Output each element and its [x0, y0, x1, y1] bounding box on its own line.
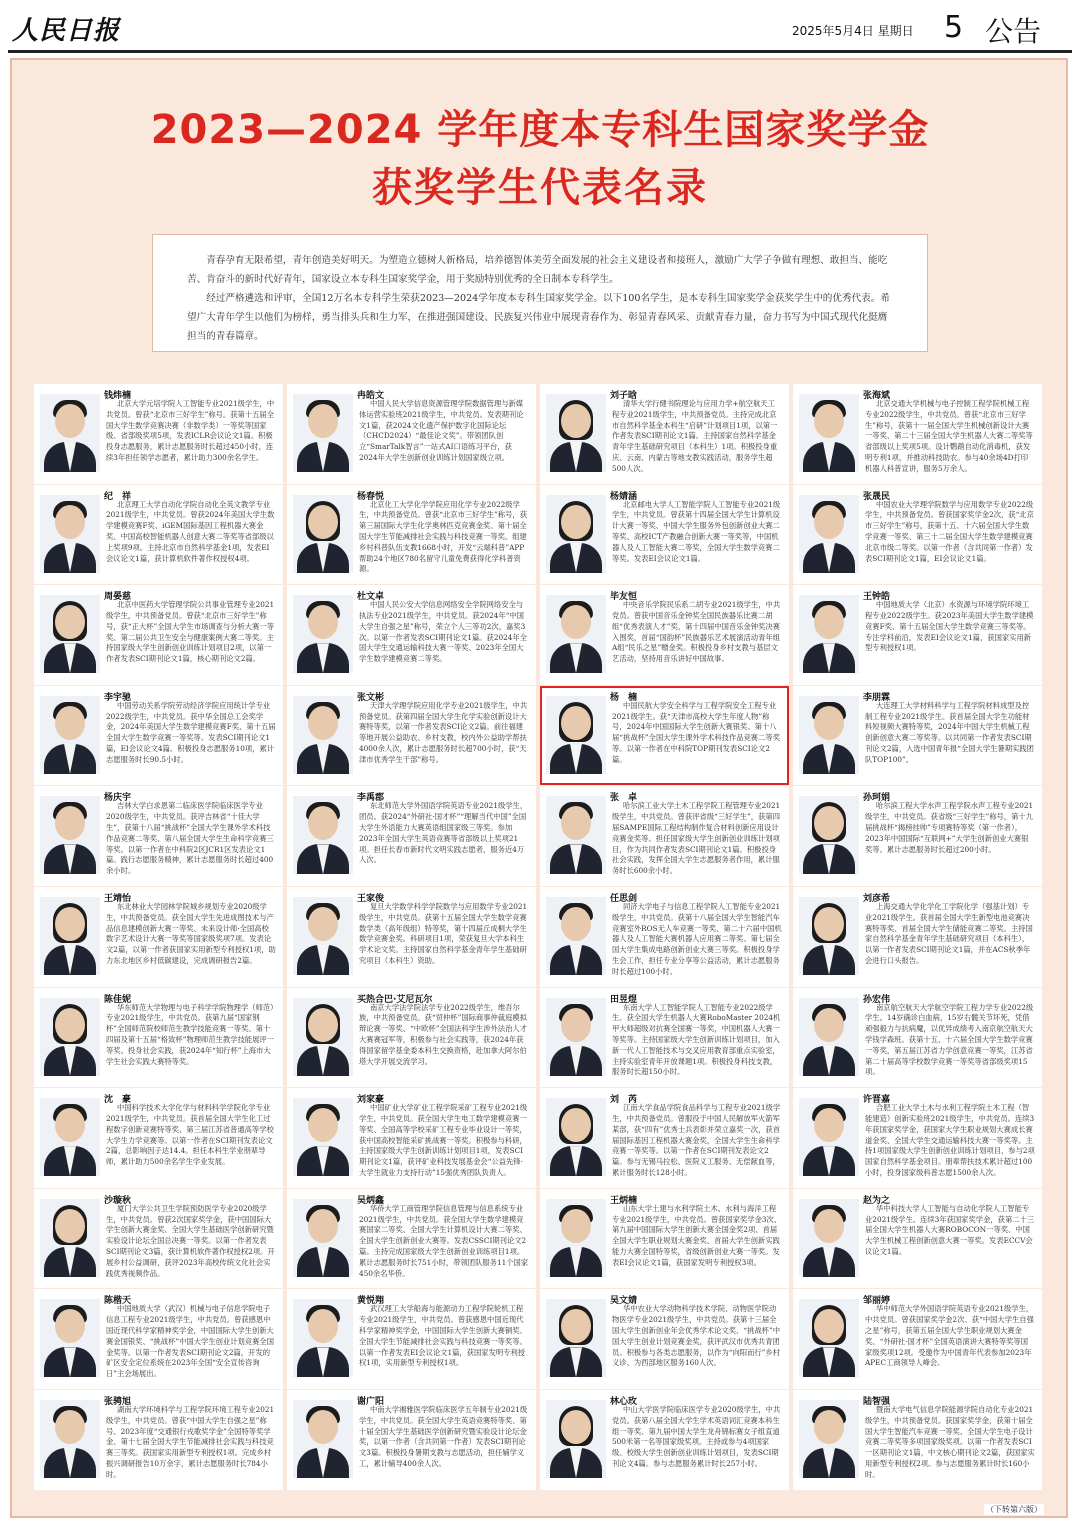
student-card [287, 887, 536, 987]
student-bio: 天津大学理学院应用化学专业2021级学生，中共预备党员。获第四届全国大学生化学实验创新设计大赛特等奖，以第一作者发表SCI论文2篇。前往福建等地开展公益助农、乡村支教，校内外公益助学帮扶4000余人次，累计志愿服务时长超700小时，获“天津市优秀学生干部”称号。 [359, 700, 528, 764]
continued-note: （下转第六版） [986, 1505, 1042, 1514]
student-name: 王炳楠 [610, 1195, 638, 1206]
student-card [793, 384, 1042, 484]
student-name: 许晋嘉 [863, 1095, 891, 1106]
student-card [34, 585, 283, 685]
student-card [793, 1289, 1042, 1389]
student-name: 张 卓 [610, 793, 638, 804]
student-name: 谢广阳 [357, 1396, 385, 1407]
student-card [287, 1289, 536, 1389]
student-card [540, 1189, 789, 1289]
student-name: 孙珂娟 [863, 793, 891, 804]
student-card [793, 988, 1042, 1088]
student-bio: 华中科技大学人工智能与自动化学院人工智能专业2021级学生。连续3年获国家奖学金，获第二十三届全国大学生机器人大赛ROBOCON一等奖、中国大学生机械工程创新创意大赛一等奖。发表ECCV会议论文1篇。 [865, 1203, 1035, 1256]
student-photo [799, 1098, 859, 1176]
student-bio: 华中师范大学外国语学院英语专业2021级学生，中共党员。曾获国家奖学金2次、获“中国大学生自强之星”称号，获第五届全国大学生职业规划大赛金奖、“外研社·国才杯”全国英语演讲大赛特等奖等国家级奖项12项。受邀作为中国青年代表参加2023年APEC工商领导人峰会。 [865, 1304, 1034, 1368]
student-bio: 中山大学医学院临床医学专业2020级学生，中共党员。获第八届全国大学生学术英语词汇竞赛本科生组一等奖、第九届中国大学生龙舟锦标赛女子组直道500米第一名等国家级奖项。主持或参与4项国家级、校级大学生创新创业训练计划项目，发表SCI期刊论文4篇。参与志愿服务累计时长257小时。 [612, 1404, 781, 1468]
student-name: 张海斌 [863, 391, 891, 401]
student-name: 刘 芮 [610, 1095, 638, 1106]
student-photo [293, 1299, 353, 1377]
student-name: 陈佳妮 [104, 994, 132, 1005]
student-bio: 中国地质大学（武汉）机械与电子信息学院电子信息工程专业2021级学生，中共党员。曾获感恩中国近现代科学家精神奖学金，中国国际大学生创新大赛金国银奖、“挑战杯”中国大学生创业计划竞赛全国金奖等。以第一作者发表SCI期刊论文2篇，开发的矿区安全定位系统在2023年全国“安全宣传咨询日”主会场展出。 [106, 1304, 274, 1379]
student-photo [799, 998, 859, 1076]
student-photo [546, 1400, 606, 1478]
student-name: 纪 祥 [104, 491, 132, 502]
student-bio: 华侨大学工商管理学院信息管理与信息系统专业2021级学生，中共党员。获全国大学生数学建模竞赛国家二等奖、全国大学生计算机设计大赛二等奖、全国大学生创新创业大赛等。发表CSSCI期刊论文2篇。主持完成国家级大学生创新创业训练项目1项。累计志愿服务时长751小时，带领团队服务11个国家450余名华侨。 [359, 1203, 529, 1278]
student-bio: 复旦大学数学科学学院数学与应用数学专业2021级学生，中共党员。获第十五届全国大学生数学竞赛数学类（高年级组）特等奖，第十四届丘成桐大学生数学竞赛金奖。科研项目1项，荣获复旦大学本科生学术论文奖。主持国家自然科学基金青年学生基础研究项目（本科生）资助。 [359, 901, 528, 965]
student-photo [799, 495, 859, 573]
student-photo [40, 998, 100, 1076]
student-photo [40, 495, 100, 573]
student-photo [40, 595, 100, 673]
student-name: 沙璇秋 [104, 1195, 132, 1206]
student-photo [293, 796, 353, 874]
student-name: 邹丽婷 [863, 1296, 891, 1307]
student-photo [40, 696, 100, 774]
student-name: 李朋霖 [863, 692, 891, 703]
student-bio: 南京航空航天大学航空学院工程力学专业2022级学生。14岁确诊白血病，15岁右髋关节坏死，凭借顽强毅力与抗病魔，以优异成绩考入南京航空航天大学钱学森班。获第十五、十六届全国大学生数学竞赛一等奖，第五届江苏省力学创意竞赛一等奖，江苏省第二十届高等学校数学竞赛一等奖等省部级奖项15项。 [865, 1002, 1034, 1077]
student-name: 张晟民 [863, 491, 891, 502]
student-bio: 中国科学技术大学化学与材料科学学院化学专业2021级学生，中共党员。获首届全国大学生化工过程数字创新竞赛特等奖、第三届江苏省普通高等学校大学生力学竞赛等。以第一作者在SCI期刊发表论文2篇，总影响因子达14.4。担任本科生学业朋辈导师，累计助力500余名学生学业发展。 [106, 1103, 274, 1167]
student-card [540, 988, 789, 1088]
student-photo [799, 394, 859, 472]
student-photo [546, 1199, 606, 1277]
student-card [34, 485, 283, 585]
student-bio: 北京交通大学机械与电子控制工程学院机械工程专业2022级学生，中共党员。曾获“北京市三好学生”称号，获第十一届全国大学生机械创新设计大赛一等奖、第二十三届全国大学生机器人大赛二等奖等省部级以上奖项5项。设计鹦鹉自动化消毒机，获发明专利1项，并推动科技助农。参与40余场4D打印机器人科普宣讲，服务5万余人。 [865, 399, 1033, 473]
student-photo [799, 595, 859, 673]
student-name: 陆智强 [863, 1396, 891, 1407]
student-card [287, 384, 536, 484]
student-photo [40, 394, 100, 472]
student-card [287, 1189, 536, 1289]
page-number: 5 [944, 10, 964, 45]
student-photo [799, 796, 859, 874]
student-card [287, 786, 536, 886]
student-bio: 中国矿业大学矿业工程学院采矿工程专业2021级学生，中共党员。获全国大学生电工数学建模竞赛一等奖、全国高等学校采矿工程专业毕业设计一等奖，获中国高校智能采矿挑战赛一等奖。积极参与科研，主持国家级大学生创新训练计划项目1项，发表SCI期刊论文1篇，获评矿业科技发展基金会“公益先锋·大学生就业力支持行动”15强优秀团队负责人。 [359, 1103, 528, 1177]
student-photo [799, 1199, 859, 1277]
student-photo [293, 1098, 353, 1176]
student-name: 任思剑 [610, 893, 638, 904]
student-bio: 中央音乐学院民乐系二胡专业2021级学生，中共党员。曾获中国音乐金钟奖全国民族器乐比赛二胡组“优秀表演人才”奖，第十四届中国音乐金钟奖决赛入围奖，首届“国韵杯”民族器乐艺术展演活动青年组A组“民乐之星”赠金奖。积极投身乡村支教与基层文艺活动，坚持用音乐讲好中国故事。 [612, 600, 781, 664]
student-card [793, 485, 1042, 585]
student-name: 王靖怡 [104, 893, 132, 904]
student-card [793, 1390, 1042, 1490]
intro-box [152, 234, 928, 352]
student-name: 王钟皓 [863, 592, 891, 603]
student-name: 杨 楠 [610, 692, 638, 703]
student-photo [40, 1299, 100, 1377]
student-bio: 清华大学行健书院理论与应用力学+航空航天工程专业2021级学生，中共预备党员。主持完成北京市自然科学基金本科生“启研”计划项目1项，以第一作者发表SCI期刊论文1篇。主持国家自然科学基金青年学生基础研究项目（本科生）1项。积极投身重庆、云南、内蒙古等地支教实践活动，服务学生超500人次。 [612, 399, 778, 473]
student-card [540, 485, 789, 585]
student-card [287, 1390, 536, 1490]
student-name: 杨庆宇 [104, 793, 132, 804]
student-photo [40, 796, 100, 874]
student-card [34, 1289, 283, 1389]
student-card [540, 1289, 789, 1389]
student-name: 吴炳鑫 [357, 1195, 385, 1206]
student-photo [546, 696, 606, 774]
student-bio: 大连理工大学材料科学与工程学院材料成型及控制工程专业2021级学生。获首届全国大学生功能材料短视频大赛特等奖，2024年中国大学生机械工程创新创意大赛二等奖等。以共同第一作者发表SCI期刊论文2篇，入选中国青年报“全国大学生暑期实践团队TOP100”。 [865, 700, 1034, 764]
student-name: 张文彬 [357, 692, 385, 703]
student-name: 刘彦希 [863, 893, 891, 904]
student-photo [40, 1199, 100, 1277]
student-photo [546, 394, 606, 472]
student-grid [32, 384, 1044, 1491]
student-photo [293, 998, 353, 1076]
student-bio: 东南大学人工智能学院人工智能专业2022级学生。获全国大学生机器人大赛RoboMaster 2024机甲大师超级对抗赛全国赛一等奖，中国机器人大赛一等奖等。主持国家级大学生创新训练计划项目，加入新一代人工智能技术与交叉应用教育部重点实验室，主持实验室青年开放课题1项。积极投身科技支教，服务时长超150小时。 [612, 1002, 781, 1077]
student-bio: 北京理工大学自动化学院自动化全英文教学专业2021级学生，中共党员。曾获2024年美国大学生数学建模竞赛F奖、iGEM国际基因工程机器大赛金奖、中国高校智能机器人创意大赛二等奖等省部级以上奖项9项。主持北京市自然科学基金1项，发表EI会议论文1篇，获计算机软件著作权授权4项。 [106, 499, 275, 563]
student-name: 刘子晗 [610, 391, 638, 401]
student-card [540, 1390, 789, 1490]
student-card [34, 887, 283, 987]
student-card [287, 686, 536, 786]
student-name: 冉皓文 [357, 391, 385, 401]
student-photo [293, 897, 353, 975]
student-name: 刘家豪 [357, 1095, 385, 1106]
student-photo [546, 495, 606, 573]
student-photo [799, 897, 859, 975]
student-card [540, 585, 789, 685]
student-bio: 合肥工业大学土木与水利工程学院土木工程（智能建造）创新实验班2021级学生，中共党员。连续3年获国家奖学金，获国家大学生职业规划大赛成长赛道金奖、全国大学生交通运输科技大赛一等奖等。主持1项国家级大学生创新创业训练计划项目，参与2项国家自然科学基金项目。朋辈帮扶技术累计超过100小时，投身国家级科普志愿1500余人次。 [865, 1103, 1035, 1177]
student-bio: 哈尔滨工程大学水声工程学院水声工程专业2021级学生，中共党员。获省级“三好学生”称号，第十九届挑战杯“揭榜挂帅”专项赛特等奖（第一作者），2023年中国国际“互联网+”大学生创新创业大赛银奖等。累计志愿服务时长超过200小时。 [865, 801, 1034, 854]
student-photo [546, 1098, 606, 1176]
newspaper-logo: 人民日报 [12, 16, 121, 46]
page-title-line1: 2023—2024 学年度本专科生国家奖学金 [150, 107, 930, 153]
student-card [287, 988, 536, 1088]
student-photo [799, 1400, 859, 1478]
student-bio: 厦门大学公共卫生学院预防医学专业2020级学生，中共党员。曾获2次国家奖学金，获中国国际大学生创新大赛金奖、全国大学生基础医学创新研究暨实验设计论坛全国总决赛一等奖。以第一作者发表SCI期刊论文3篇，获计算机软件著作权授权2项。开展乡村公益调研，获评2023年高校传统文化社会实践优秀视频作品。 [106, 1203, 275, 1278]
student-card [793, 786, 1042, 886]
student-name: 沈 豪 [104, 1095, 132, 1106]
page-title-line2: 获奖学生代表名录 [372, 165, 708, 211]
student-bio: 南京大学法学院法学专业2022级学生，维吾尔族，中共预备党员。获“贸仲杯”国际商事仲裁庭模拟辩论赛一等奖、“中欧杯”全国法科学生涉外法治人才大赛赛冠军等，积极参与社会实践等，获2024年获得国家留学基金委本科生交换资格，赴加拿大阿尔伯塔大学开展交流学习。 [359, 1002, 527, 1066]
student-card [793, 585, 1042, 685]
masthead-divider [8, 50, 1072, 53]
student-name: 杨春悦 [357, 491, 385, 502]
student-card [287, 1088, 536, 1188]
student-card [540, 786, 789, 886]
student-name: 买热合巴·艾尼瓦尔 [357, 994, 433, 1005]
student-card [287, 485, 536, 585]
student-card [34, 988, 283, 1088]
student-card [793, 686, 1042, 786]
student-card [34, 1390, 283, 1490]
student-photo [546, 796, 606, 874]
student-bio: 同济大学电子与信息工程学院人工智能专业2021级学生，中共党员。获第十八届全国大学生智能汽车竞赛室外ROS无人车竞赛一等奖、第二十六届中国机器人及人工智能大赛机器人应用赛二等奖、第七届全国大学生集成电路创新创业大赛三等奖。积极投身学生会工作，担任专业分享等公益活动，累计志愿服务时长超过100小时。 [612, 901, 782, 976]
student-name: 王家俊 [357, 893, 385, 904]
student-card [34, 786, 283, 886]
student-bio: 中国人民公安大学信息网络安全学院网络安全与执法专业2021级学生，中共党员。获2024年“中国大学生自强之星”称号，荣立个人三等功2次，嘉奖3次。以第一作者发表SCI期刊论文1篇。获2024年全国大学生交通运输科技大赛一等奖、2023年全国大学生数学建模竞赛二等奖。 [359, 600, 528, 664]
student-photo [546, 595, 606, 673]
student-bio: 北京中医药大学管理学院公共事业管理专业2021级学生，中共预备党员。曾获“北京市三好学生”称号，获“正大杯”全国大学生市场调查与分析大赛一等奖、第二届公共卫生安全与健康案例大赛二等奖。主持国家级大学生创新创业训练计划项目2项，以第一作者发表SCI期刊论文1篇，核心期刊论文2篇。 [106, 600, 275, 664]
student-bio: 暨南大学电气信息学院能源学院自动化专业2021级学生，中共预备党员。获国家奖学金，获第十届全国大学生智能汽车竞赛一等奖、全国大学生电子设计竞赛二等奖等多项国家级奖项。以第一作者发表SCI一区期刊论文1篇，中文核心期刊论文2篇，获国家实用新型专利授权2项。参与志愿服务累计时长160小时。 [865, 1404, 1035, 1479]
student-bio: 中国人民大学信息资源管理学院数据管理与新媒体运营实验班2021级学生，中共党员。发表期刊论文1篇，获2024文化遗产保护数字化国际论坛（CHCD2024）“最佳论文奖”。带领团队创立“SmarTalk智言”一站式AI口语练习平台，获2024年大学生创新创业训练计划国家级立项。 [359, 399, 524, 462]
student-name: 钱炜楠 [104, 391, 132, 401]
student-photo [546, 998, 606, 1076]
student-photo [40, 897, 100, 975]
student-bio: 中国民航大学安全科学与工程学院安全工程专业2021级学生。获“天津市高校大学生年度人物”称号，2024年中国国际大学生创新大赛银奖、第十八届“挑战杯”全国大学生课外学术科技作品竞赛二等奖等。以第一作者在中科院TOP期刊发表SCI论文2篇。 [612, 700, 780, 764]
student-bio: 北京邮电大学人工智能学院人工智能专业2021级学生，中共党员。曾获第十四届全国大学生计算机设计大赛一等奖、中国大学生服务外包创新创业大赛二等奖、高校ICT产教融合创新大赛一等奖等，中国机器人及人工智能大赛二等奖，全国大学生数学竞赛二等奖。发表EI会议论文1篇。 [612, 499, 781, 563]
student-bio: 山东大学土建与水利学院土木、水利与海洋工程专业2021级学生，中共党员。曾获国家奖学金3次、第九届中国国际大学生创新大赛全国金奖2项、首届全国大学生职业规划大赛金奖、首届大学生创新实践能力大赛全国特等奖，省级创新创业大赛一等奖。发表EI会议论文1篇，获国家发明专利授权3项。 [612, 1203, 782, 1267]
student-bio: 中国劳动关系学院劳动经济学院应用统计学专业2022级学生，中共党员。获中华全国总工会奖学金，2024年美国大学生数学建模竞赛F奖、第十五届全国大学生数学竞赛一等奖等。发表SCI期刊论文1篇，EI会议论文4篇。积极投身志愿服务10项，累计志愿服务时长90.5小时。 [106, 700, 276, 764]
student-photo [799, 1299, 859, 1377]
issue-date: 2025年5月4日 星期日 [792, 24, 914, 38]
student-card [34, 686, 283, 786]
student-name: 周晏慈 [104, 592, 132, 603]
student-bio: 上海交通大学化学化工学院化学（强基计划）专业2021级学生。获首届全国大学生新型电池竞赛决赛特等奖、首届全国大学生储能竞赛二等奖。主持国家自然科学基金青年学生基础研究项目（本科生），以第一作者发表SCI期刊论文1篇，并在ACS秋季年会进行口头报告。 [865, 901, 1033, 965]
student-card [793, 1088, 1042, 1188]
student-photo [546, 897, 606, 975]
student-bio: 东北师范大学外国语学院英语专业2021级学生，团员。获2024“外研社·国才杯”“理解当代中国”全国大学生外语能力大赛英语组国家级三等奖。参加2023年全国大学生英语竞赛等省部级以上奖项21项。担任长春市新时代文明实践志愿者，服务近4万人次。 [359, 801, 528, 865]
student-bio: 武汉理工大学船海与能源动力工程学院轮机工程专业2021级学生，中共党员。曾获感恩中国近现代科学家精神奖学金，中国国际大学生创新大赛铜奖、全国大学生节能减排社会实践与科技竞赛一等奖等。以第一作者发表EI会议论文1篇，获国家发明专利授权1项，实用新型专利授权1项。 [359, 1304, 527, 1368]
student-card [287, 585, 536, 685]
student-card [793, 887, 1042, 987]
student-photo [40, 1400, 100, 1478]
student-name: 黄悦翔 [357, 1296, 385, 1307]
student-photo [293, 696, 353, 774]
student-name: 林心玫 [610, 1396, 638, 1407]
student-name: 吴文婧 [610, 1296, 638, 1307]
student-name: 毕友恒 [610, 592, 638, 603]
student-photo [293, 394, 353, 472]
student-bio: 华中农业大学动物科学技术学院、动物医学院动物医学专业2021级学生，中共党员。获第十三届全国大学生创新创业年会优秀学术论文奖、“挑战杯”中国大学生创业计划竞赛金奖，获评武汉市优秀共青团员。积极参与各类志愿服务，以作为“向阳而行”乡村义诊、为西部地区服务160人次。 [612, 1304, 780, 1368]
student-photo [40, 1098, 100, 1176]
student-photo [293, 595, 353, 673]
student-photo [293, 495, 353, 573]
student-bio: 北京大学元培学院人工智能专业2021级学生，中共党员。曾获“北京市三好学生”称号。获第十五届全国大学生数学竞赛决赛（非数学类）一等奖等国家级、省部级奖项5项，发表ICLR会议论文1篇。积极投身志愿服务，累计志愿服务时长超过450小时，连续3年担任领学志愿者，累计助力300余名学生。 [106, 399, 275, 462]
student-photo [799, 696, 859, 774]
student-bio: 哈尔滨工业大学土木工程学院工程管理专业2021级学生，中共党员。曾获评省级“三好学生”，获第四届SAMPE国际工程结构制作复合材料创新应用设计竞赛金奖等。担任国家级大学生创新创业训练计划项目，作为共同作者发表SCI期刊论文1篇。积极投身社会实践，发挥全国大学生志愿服务者作用，累计服务时长600余小时。 [612, 801, 781, 876]
student-bio: 中国农业大学理学院数学与应用数学专业2022级学生，中共预备党员。曾获国家奖学金2次，获“北京市三好学生”称号，获第十五、十六届全国大学生数学竞赛一等奖、第三十二届全国大学生数学建模竞赛北京市级二等奖。以第一作者（含共同第一作者）发表SCI期刊论文1篇，EI会议论文1篇。 [865, 499, 1034, 563]
student-name: 陈楷天 [104, 1296, 132, 1307]
student-bio: 华东师范大学物理与电子科学学院物理学（师范）专业2021级学生，中共党员。获第九届“国家钢杯”全国师范院校师范生教学技能竞赛一等奖、第十四届及第十五届“格致杯”物理师范生教学技能展评一等奖。投身社会实践，获2024年“知行杯”上海市大学生社会实践大赛特等奖。 [106, 1002, 274, 1066]
student-name: 李宇驰 [104, 692, 132, 703]
student-name: 赵为之 [863, 1195, 891, 1206]
student-card [540, 686, 789, 786]
student-card [540, 1088, 789, 1188]
student-bio: 东北林业大学园林学院城乡规划专业2020级学生，中共预备党员。获全国大学生先进成图技术与产品信息建模创新大赛一等奖、未来设计师·全国高校数字艺术设计大赛一等奖等国家级奖项7项。发表论文2篇，以第一作者获国家实用新型专利授权1项，助力东北地区乡村低碳建设，完成调研报告2篇。 [106, 901, 276, 965]
student-bio: 中南大学湘雅医学院临床医学五年制专业2021级学生，中共党员。获全国大学生英语竞赛特等奖、第十届全国大学生基础医学创新研究暨实验设计论坛金奖，以第一作者（含共同第一作者）发表SCI期刊论文3篇。积极投身暑期支教与志愿活动，担任辅学义工，累计辅导400余人次。 [359, 1404, 528, 1468]
masthead [0, 0, 1080, 52]
student-bio: 吉林大学白求恩第二临床医学院临床医学专业2020级学生，中共党员。获评吉林省“十佳大学生”，获第十八届“挑战杯”全国大学生课外学术科技作品竞赛二等奖、第八届全国大学生生命科学竞赛三等奖。以第一作者在中科院2区JCR1区发表论文1篇。践行志愿服务精神，累计志愿服务时长超过400余小时。 [106, 801, 274, 876]
student-card [540, 384, 789, 484]
student-card [34, 1189, 283, 1289]
intro-paragraph-1: 青春孕育无限希望，青年创造美好明天。为塑造立德树人新格局，培养德智体美劳全面发展的社会主义建设者和接班人，激励广大学子争做有理想、敢担当、能吃苦、肯奋斗的新时代好青年，国家设立本专科生国家奖学金，用于奖励特别优秀的全日制本专科学生。 [187, 255, 888, 285]
student-bio: 湖南大学环境科学与工程学院环境工程专业2021级学生，中共党员。曾获“中国大学生自强之星”称号、2023年度“交通银行戎歌奖学金”全国特等奖学金、第十七届全国大学生节能减排社会实践与科技竞赛三等奖。获国家实用新型专利授权1项。完成乡村振兴调研报告10万余字，累计志愿服务时长784小时。 [106, 1404, 275, 1479]
section-name: 公告 [985, 15, 1042, 48]
student-photo [546, 1299, 606, 1377]
student-name: 张骋旭 [104, 1396, 132, 1407]
student-name: 杨婧涵 [610, 491, 638, 502]
student-bio: 江南大学食品学院食品科学与工程专业2021级学生，中共预备党员。曾服役于中国人民解放军火箭军某部，获“四有”优秀士兵表彰并荣立嘉奖一次，获首届国际基因工程机器大赛金奖，全国大学生生命科学竞赛一等奖等。以第一作者在SCI期刊发表论文2篇。参与无锡马拉松、医院义工服务、无偿献血等，累计服务时长128小时。 [612, 1103, 781, 1177]
student-card [34, 1088, 283, 1188]
student-card [34, 384, 283, 484]
student-name: 李禹郡 [357, 793, 385, 804]
student-card [793, 1189, 1042, 1289]
student-name: 孙宏伟 [863, 994, 891, 1005]
student-bio: 中国地质大学（北京）水资源与环境学院环境工程专业2022级学生。获2023年美国大学生数学建模竞赛F奖、第十五届全国大学生数学竞赛三等奖等。专注学科前沿，发表EI会议论文1篇，获国家实用新型专利授权1项。 [865, 600, 1034, 653]
student-photo [293, 1199, 353, 1277]
student-card [540, 887, 789, 987]
student-photo [293, 1400, 353, 1478]
student-name: 杜文卓 [357, 592, 385, 603]
intro-paragraph-2: 经过严格遴选和评审，全国12万名本专科学生荣获2023—2024学年度本专科生国家奖学金。以下100名学生，是本专科生国家奖学金获奖学生中的优秀代表。希望广大青年学生以他们为榜样，勇当排头兵和生力军，在推进强国建设、民族复兴伟业中展现青春作为、彰显青春风采、贡献青春力量，奋力书写为中国式现代化挺膺担当的青春篇章。 [187, 293, 890, 342]
student-bio: 北京化工大学化学学院应用化学专业2022级学生，中共预备党员。曾获“北京市三好学生”称号，获第三届国际大学生化学奥林匹克竞赛金奖、第十届全国大学生节能减排社会实践与科技竞赛一等奖。组建乡村科普队伍支教1668小时，开发“云端科普”APP帮助24个地区780名留守儿童免费获得化学科普资源。 [359, 499, 527, 574]
student-name: 田昱煜 [610, 994, 638, 1005]
